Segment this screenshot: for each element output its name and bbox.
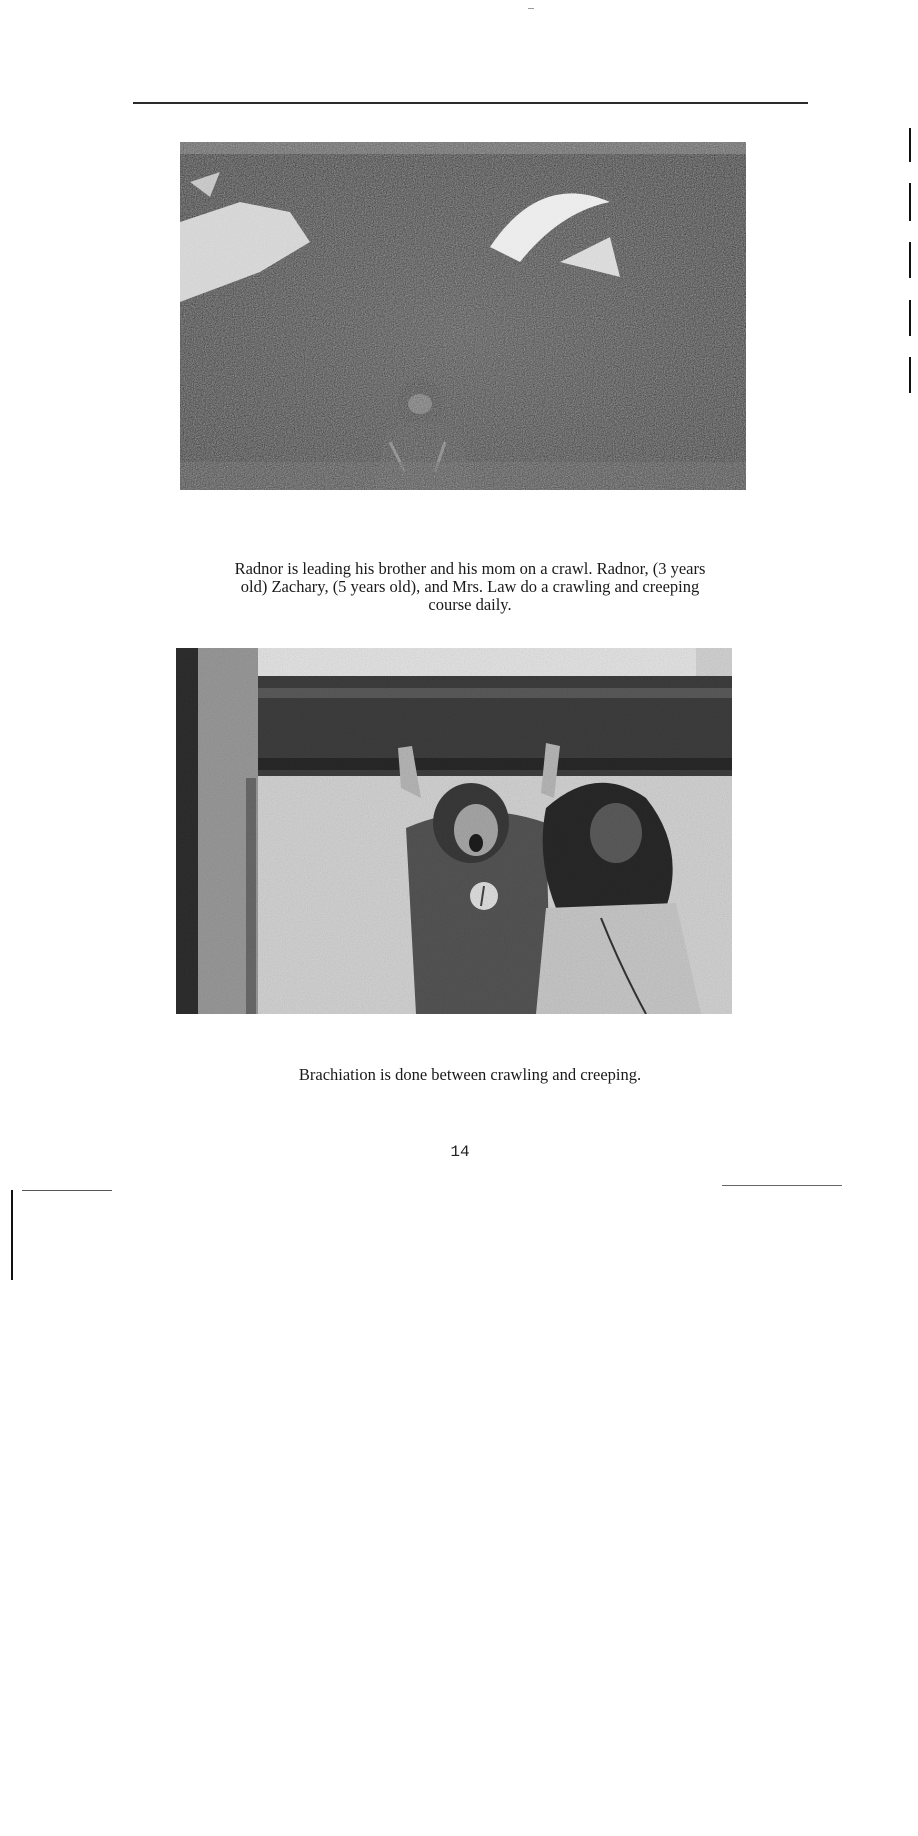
crawling-photo — [180, 142, 746, 490]
crawling-photo-image — [180, 142, 746, 490]
header-rule — [133, 102, 808, 104]
figure-caption-brachiation: Brachiation is done between crawling and creeping. — [298, 1065, 642, 1084]
scan-mark — [11, 1190, 13, 1280]
scan-mark — [22, 1190, 112, 1191]
scan-mark — [909, 300, 911, 336]
scan-mark — [528, 8, 534, 9]
brachiation-photo-image — [176, 648, 732, 1014]
scan-mark — [909, 128, 911, 162]
scan-mark — [722, 1185, 842, 1186]
scan-mark — [909, 357, 911, 393]
scan-mark — [909, 183, 911, 221]
figure-caption-crawl: Radnor is leading his brother and his mom on a crawl. Radnor, (3 years old) Zachary, (5 years old), and Mrs. Law do a crawling and creeping course daily. — [234, 559, 706, 614]
page-number: 14 — [450, 1143, 470, 1161]
scan-mark — [909, 242, 911, 278]
brachiation-photo — [176, 648, 732, 1014]
